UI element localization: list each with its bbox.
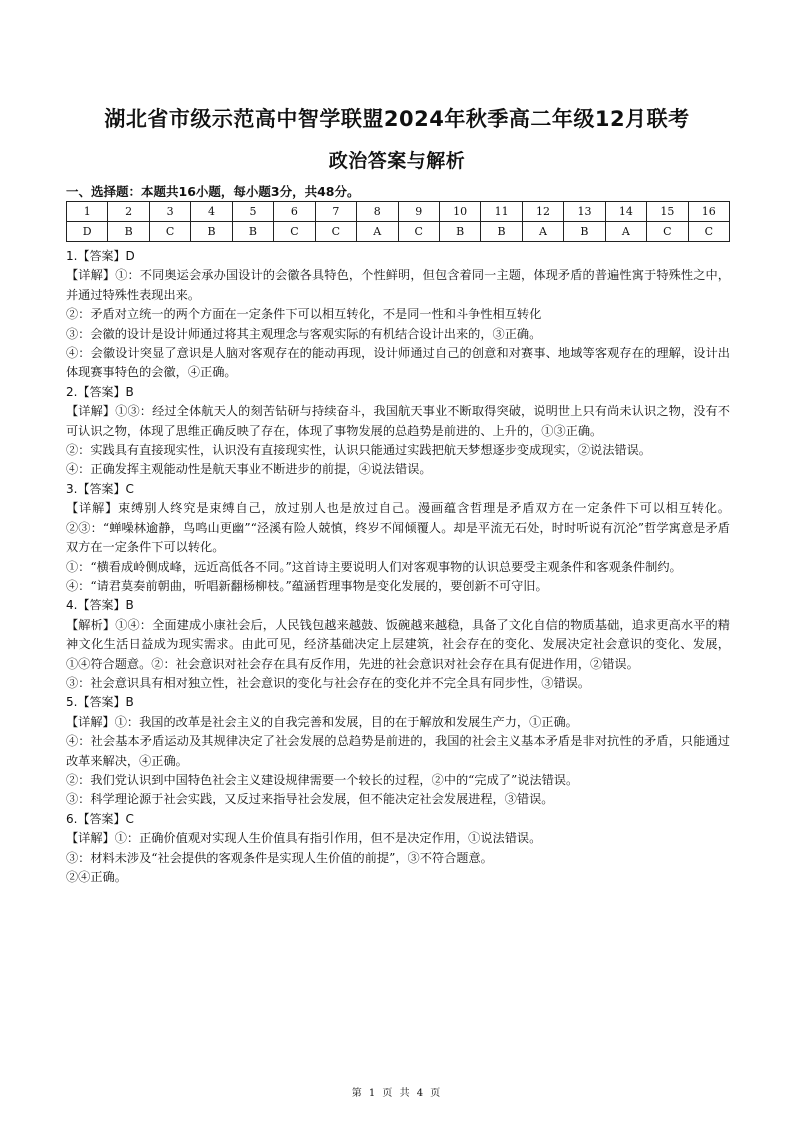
explanation-paragraph: ③：社会意识具有相对独立性，社会意识的变化与社会存在的变化并不完全具有同步性，③错误。 xyxy=(66,675,591,690)
explanation-paragraph: 【解析】①④：全面建成小康社会后，人民钱包越来越鼓、饭碗越来越稳，具备了文化自信的物质基础，追求更高水平的精神文化生活日益成为现实需求。由此可见，经济基础决定上层建筑，社会存在的变化、发展决定社会意识的变化、发展，①④符合题意。②：社会意识对社会存在具有反作用，先进的社会意识对社会存在具有促进作用，②错误。 xyxy=(66,617,730,671)
explanation-paragraph: ④：正确发挥主观能动性是航天事业不断进步的前提，④说法错误。 xyxy=(66,462,432,477)
explanation-paragraph: ④：会徽设计突显了意识是人脑对客观存在的能动再现，设计师通过自己的创意和对赛事、地域等客观存在的理解，设计出体现赛事特色的会徽，④正确。 xyxy=(66,346,730,380)
explanation-paragraph: 【详解】①：不同奥运会承办国设计的会徽各具特色，个性鲜明，但包含着同一主题，体现矛盾的普遍性寓于特殊性之中，并通过特殊性表现出来。 xyxy=(66,268,730,302)
explanation-paragraph: 【详解】①③：经过全体航天人的刻苦钻研与持续奋斗，我国航天事业不断取得突破，说明世上只有尚未认识之物，没有不可认识之物，体现了思维正确反映了存在，体现了事物发展的总趋势是前进的、上升的，①③正确。 xyxy=(66,404,730,438)
explanation-paragraph: ①：“横看成岭侧成峰，远近高低各不同。”这首诗主要说明人们对客观事物的认识总要受主观条件和客观条件制约。 xyxy=(66,559,682,574)
answer-cell: C xyxy=(315,222,356,242)
answer-cell: C xyxy=(647,222,688,242)
question-number-cell: 14 xyxy=(605,202,646,222)
answer-table-answer-row xyxy=(67,222,730,242)
explanation-paragraph: 【详解】①：正确价值观对实现人生价值具有指引作用，但不是决定作用，①说法错误。 xyxy=(66,831,542,846)
answer-cell: B xyxy=(232,222,273,242)
answer-table-number-row xyxy=(67,202,730,222)
answer-cell: A xyxy=(605,222,646,242)
explanation-paragraph: ③：材料未涉及“社会提供的客观条件是实现人生价值的前提”，③不符合题意。 xyxy=(66,850,493,865)
question-answer-heading: 2.【答案】B xyxy=(66,384,134,399)
question-answer-heading: 6.【答案】C xyxy=(66,811,134,826)
explanation-paragraph: ④：“请君莫奏前朝曲，听唱新翻杨柳枝。”蕴涵哲理事物是变化发展的，要创新不可守旧。 xyxy=(66,578,548,593)
question-number-cell: 5 xyxy=(232,202,273,222)
question-number-cell: 9 xyxy=(398,202,439,222)
answer-cell: C xyxy=(149,222,190,242)
answer-cell: C xyxy=(274,222,315,242)
answer-cell: B xyxy=(564,222,605,242)
question-number-cell: 11 xyxy=(481,202,522,222)
answer-cell: C xyxy=(688,222,729,242)
question-number-cell: 15 xyxy=(647,202,688,222)
answer-cell: A xyxy=(522,222,563,242)
question-answer-heading: 1.【答案】D xyxy=(66,249,135,263)
explanation-paragraph: ②：我们党认识到中国特色社会主义建设规律需要一个较长的过程，②中的“完成了”说法错误。 xyxy=(66,772,579,787)
page-subtitle: 政治答案与解析 xyxy=(328,150,466,172)
question-number-cell: 2 xyxy=(108,202,149,222)
answer-cell: B xyxy=(481,222,522,242)
answer-cell: C xyxy=(398,222,439,242)
explanation-paragraph: ②④正确。 xyxy=(66,870,127,884)
question-answer-heading: 4.【答案】B xyxy=(66,598,134,613)
page-title: 湖北省市级示范高中智学联盟2024年秋季高二年级12月联考 xyxy=(104,107,690,131)
question-number-cell: 13 xyxy=(564,202,605,222)
answer-table xyxy=(66,201,730,242)
question-number-cell: 1 xyxy=(67,202,108,222)
explanation-paragraph: ②：矛盾对立统一的两个方面在一定条件下可以相互转化，不是同一性和斗争性相互转化 xyxy=(66,307,542,322)
question-number-cell: 3 xyxy=(149,202,190,222)
question-answer-heading: 5.【答案】B xyxy=(66,695,134,710)
question-number-cell: 8 xyxy=(357,202,398,222)
explanation-paragraph: ④：社会基本矛盾运动及其规律决定了社会发展的总趋势是前进的，我国的社会主义基本矛盾是非对抗性的矛盾，只能通过改革来解决，④正确。 xyxy=(66,734,730,768)
question-answer-heading: 3.【答案】C xyxy=(66,481,134,496)
question-number-cell: 4 xyxy=(191,202,232,222)
answer-cell: D xyxy=(67,222,108,242)
section-heading: 一、选择题：本题共16小题，每小题3分，共48分。 xyxy=(66,184,360,199)
answer-cell: B xyxy=(108,222,149,242)
question-number-cell: 6 xyxy=(274,202,315,222)
answer-cell: B xyxy=(191,222,232,242)
explanation-paragraph: ③：会徽的设计是设计师通过将其主观理念与客观实际的有机结合设计出来的，③正确。 xyxy=(66,326,542,341)
page-footer: 第 1 页 共 4 页 xyxy=(351,1088,443,1099)
answer-cell: B xyxy=(439,222,480,242)
explanation-paragraph: 【详解】束缚别人终究是束缚自己，放过别人也是放过自己。漫画蕴含哲理是矛盾双方在一定条件下可以相互转化。②③：“蝉噪林逾静，鸟鸣山更幽”“泾溪有险人兢慎，终岁不闻倾覆人。却是平流无石处，时时听说有沉沦”哲学寓意是矛盾双方在一定条件下可以转化。 xyxy=(66,501,730,555)
answer-cell: A xyxy=(357,222,398,242)
question-number-cell: 10 xyxy=(439,202,480,222)
question-number-cell: 16 xyxy=(688,202,729,222)
explanation-paragraph: 【详解】①：我国的改革是社会主义的自我完善和发展，目的在于解放和发展生产力，①正确。 xyxy=(66,714,578,729)
explanation-paragraph: ③：科学理论源于社会实践，又反过来指导社会发展，但不能决定社会发展进程，③错误。 xyxy=(66,792,554,807)
explanation-paragraph: ②：实践具有直接现实性，认识没有直接现实性，认识只能通过实践把航天梦想逐步变成现实，②说法错误。 xyxy=(66,443,651,458)
question-number-cell: 12 xyxy=(522,202,563,222)
answer-explanations xyxy=(66,247,730,887)
question-number-cell: 7 xyxy=(315,202,356,222)
